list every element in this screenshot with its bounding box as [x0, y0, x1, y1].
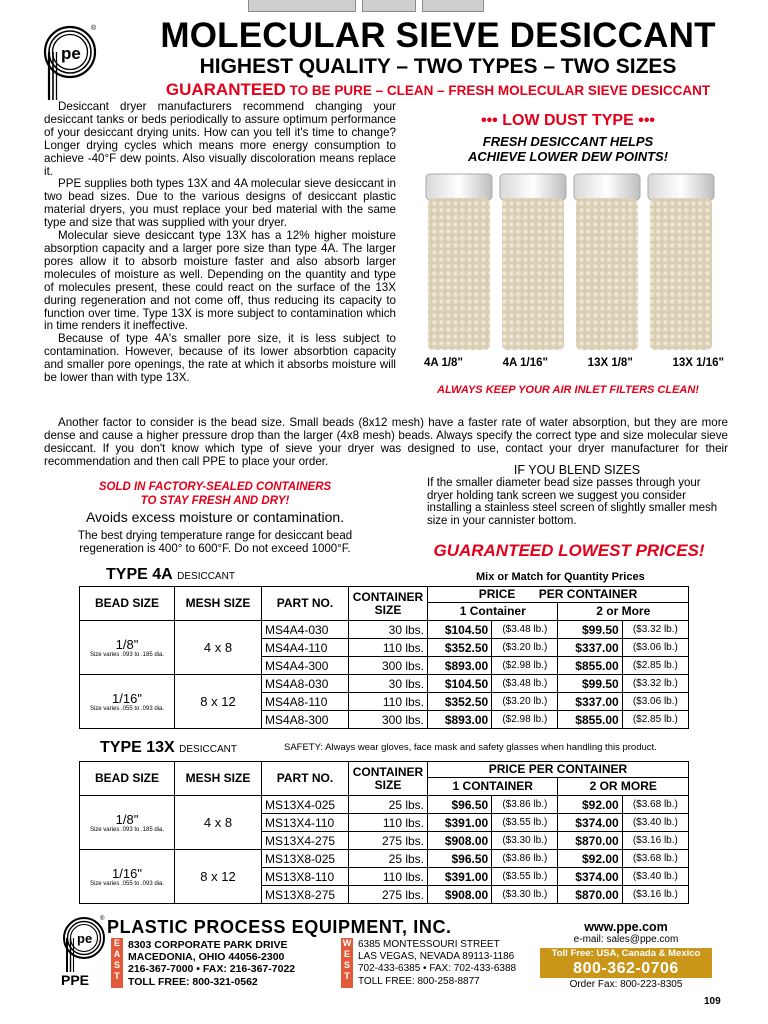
table-row: MS13X8-275 275 lbs. $908.00 ($3.30 lb.) $870.00 ($3.16 lb.)	[80, 886, 689, 904]
email-link[interactable]: e-mail: sales@ppe.com	[573, 934, 679, 945]
table-row: 1/16" Size varies .055 to .093 dia. 8 x 12 MS4A8-030 30 lbs. $104.50 ($3.48 lb.) $99.50 ($3.32 lb.)	[80, 675, 689, 693]
jar-3	[574, 174, 640, 350]
footer-ppe: PPE	[61, 972, 90, 988]
table-row: MS4A8-110 110 lbs. $352.50 ($3.20 lb.) $337.00 ($3.06 lb.)	[80, 693, 689, 711]
order-fax: Order Fax: 800-223-8305	[569, 979, 683, 990]
tab-2[interactable]	[362, 0, 416, 12]
type-4a-price-table: BEAD SIZE MESH SIZE PART NO. CONTAINER SIZE PRICE PER CONTAINER 1 Container 2 or More 1/8" Size varies .093 to .185 dia. 4 x 8 MS4A4-030 30 lbs. $104.50 ($3.48 lb.) $99.50 ($3.32 lb.) MS4A4-110 110 lbs. $352.50 ($3.20 lb.) $337.00 ($3.06 lb.) MS4A4-300 300 lbs. $893.00 ($2.98 lb.) $855.00 ($2.85 lb.) 1/16" Size varies .055 to .093 dia. 8 x 12 MS4A8-030 30 lbs. $104.50 ($3.48 lb.) $99.50 ($3.32 lb.) MS4A8-110 110 lbs. $352.50 ($3.20 lb.) $337.00 ($3.06 lb.) MS4A8-300 300 lbs. $893.00 ($2.98 lb.) $855.00 ($2.85 lb.)	[79, 586, 689, 729]
blend-sizes-note: IF YOU BLEND SIZES If the smaller diameter bead size passes through your dryer holding tank screen we suggest you consider installing a stainless steel screen of slightly smaller mesh size in your cannister bottom.	[427, 463, 718, 527]
west-address: 6385 MONTESSOURI STREET LAS VEGAS, NEVADA 89113-1186 702-433-6385 • FAX: 702-433-6388 TOLL FREE: 800-258-8877	[358, 939, 517, 987]
table-row: MS4A4-110 110 lbs. $352.50 ($3.20 lb.) $337.00 ($3.06 lb.)	[80, 639, 689, 657]
bead-size-paragraph: Another factor to consider is the bead size. Small beads (8x12 mesh) have a faster rate of water absorption, but they are more dense and cause a higher pressure drop than the larger (4x8 mesh) beads. Always specify the correct type and size molecular sieve desiccant. If you don't know which type of sieve your dryer was designed to use, contact your dryer manufacturer for their recommendation and then call PPE to place your order.	[44, 416, 728, 468]
jar-2	[500, 174, 566, 350]
page-title: MOLECULAR SIEVE DESICCANT	[160, 16, 716, 55]
page-subtitle: HIGHEST QUALITY – TWO TYPES – TWO SIZES	[199, 55, 677, 78]
table-row: MS13X8-110 110 lbs. $391.00 ($3.55 lb.) $374.00 ($3.40 lb.)	[80, 868, 689, 886]
filters-note: ALWAYS KEEP YOUR AIR INLET FILTERS CLEAN!	[437, 384, 699, 396]
website-link[interactable]: www.ppe.com	[584, 920, 668, 934]
contact-block	[540, 920, 712, 946]
type-4a-heading: TYPE 4A DESICCANT	[106, 566, 235, 583]
jar-label: 13X 1/16"	[672, 357, 724, 369]
safety-note: SAFETY: Always wear gloves, face mask and safety glasses when handling this product.	[284, 742, 657, 753]
lowest-prices-banner: GUARANTEED LOWEST PRICES!	[433, 541, 705, 560]
low-dust-heading: ••• LOW DUST TYPE •••	[480, 112, 656, 129]
svg-text:pe: pe	[77, 931, 93, 946]
jar-1	[426, 174, 492, 350]
jar-4	[648, 174, 714, 350]
company-name: PLASTIC PROCESS EQUIPMENT, INC.	[107, 917, 452, 937]
jar-label: 13X 1/8"	[587, 357, 633, 369]
tab-1[interactable]	[248, 0, 356, 12]
top-tabs	[248, 0, 484, 12]
jar-label: 4A 1/16"	[502, 357, 548, 369]
table-row: 1/16" Size varies .055 to .093 dia. 8 x 12 MS13X8-025 25 lbs. $96.50 ($3.86 lb.) $92.00 ($3.68 lb.)	[80, 850, 689, 868]
logo-letters: pe	[61, 44, 81, 63]
table-row: MS13X4-110 110 lbs. $391.00 ($3.55 lb.) $374.00 ($3.40 lb.)	[80, 814, 689, 832]
intro-text: Desiccant dryer manufacturers recommend changing your desiccant tanks or beds periodically to assure optimum performance of your desiccant drying units. How can you tell it's time to change? Longer drying cycles which means more energy consumption to achieve -40°F dew points. Also visually discoloration means replace it. PPE supplies both types 13X and 4A molecular sieve desiccant in two bead sizes. Due to the various designs of desiccant plastic material dryers, you must replace your bed material with the same type and size that was supplied with your dryer. Molecular sieve desiccant type 13X has a 12% higher moisture absorption capacity and a larger pore size than type 4A. The larger pores allow it to absorb moisture faster and also absorb larger molecules of moisture as well. Depending on the quantity and type of molecules present, these could react on the surface of the 13X during regeneration and not come off, thus reducing its capacity to function over time. Type 13X is more subject to contamination which in time renders it ineffective. Because of type 4A's smaller pore size, it is less subject to contamination. However, because of its lower absorbtion capacity and smaller pore openings, the rate at which it absorbs moisture will be lower than with type 13X.	[44, 100, 396, 385]
table-row: 1/8" Size varies .093 to .185 dia. 4 x 8 MS13X4-025 25 lbs. $96.50 ($3.86 lb.) $92.00 ($3.68 lb.)	[80, 796, 689, 814]
west-bar: W E S T	[341, 938, 353, 988]
jar-labels	[424, 357, 724, 369]
sealed-containers-note: SOLD IN FACTORY-SEALED CONTAINERS TO STAY FRESH AND DRY! Avoids excess moisture or contamination. The best drying temperature range for desiccant bead regeneration is 400° to 600°F. Do not exceed 1000°F.	[77, 481, 353, 555]
table-row: MS4A8-300 300 lbs. $893.00 ($2.98 lb.) $855.00 ($2.85 lb.)	[80, 711, 689, 729]
tab-3[interactable]	[422, 0, 484, 12]
jar-label: 4A 1/8"	[424, 357, 463, 369]
table-row: MS4A4-300 300 lbs. $893.00 ($2.98 lb.) $855.00 ($2.85 lb.)	[80, 657, 689, 675]
page-number: 109	[704, 996, 721, 1007]
mix-match-note: Mix or Match for Quantity Prices	[476, 571, 645, 583]
guarantee-line: GUARANTEED TO BE PURE – CLEAN – FRESH MOLECULAR SIEVE DESICCANT	[165, 80, 711, 99]
low-dust-panel: ••• LOW DUST TYPE ••• FRESH DESICCANT HELPS ACHIEVE LOWER DEW POINTS!	[408, 111, 728, 164]
svg-text:®: ®	[100, 916, 105, 922]
table-row: MS13X4-275 275 lbs. $908.00 ($3.30 lb.) $870.00 ($3.16 lb.)	[80, 832, 689, 850]
ppe-logo	[40, 22, 100, 102]
east-bar: E A S T	[111, 938, 123, 988]
type-13x-price-table: BEAD SIZE MESH SIZE PART NO. CONTAINER SIZE PRICE PER CONTAINER 1 CONTAINER 2 OR MORE 1/8" Size varies .093 to .185 dia. 4 x 8 MS13X4-025 25 lbs. $96.50 ($3.86 lb.) $92.00 ($3.68 lb.) MS13X4-110 110 lbs. $391.00 ($3.55 lb.) $374.00 ($3.40 lb.) MS13X4-275 275 lbs. $908.00 ($3.30 lb.) $870.00 ($3.16 lb.) 1/16" Size varies .055 to .093 dia. 8 x 12 MS13X8-025 25 lbs. $96.50 ($3.86 lb.) $92.00 ($3.68 lb.) MS13X8-110 110 lbs. $391.00 ($3.55 lb.) $374.00 ($3.40 lb.) MS13X8-275 275 lbs. $908.00 ($3.30 lb.) $870.00 ($3.16 lb.)	[79, 761, 689, 904]
toll-free-box: Toll Free: USA, Canada & Mexico 800-362-0706	[540, 948, 712, 978]
type-13x-heading: TYPE 13X DESICCANT	[100, 739, 237, 756]
table-row: 1/8" Size varies .093 to .185 dia. 4 x 8 MS4A4-030 30 lbs. $104.50 ($3.48 lb.) $99.50 ($3.32 lb.)	[80, 621, 689, 639]
east-address: 8303 CORPORATE PARK DRIVE MACEDONIA, OHIO 44056-2300 216-367-7000 • FAX: 216-367-7022 TOLL FREE: 800-321-0562	[128, 939, 296, 988]
desiccant-jars-photo	[424, 172, 720, 352]
svg-text:®: ®	[91, 25, 97, 32]
